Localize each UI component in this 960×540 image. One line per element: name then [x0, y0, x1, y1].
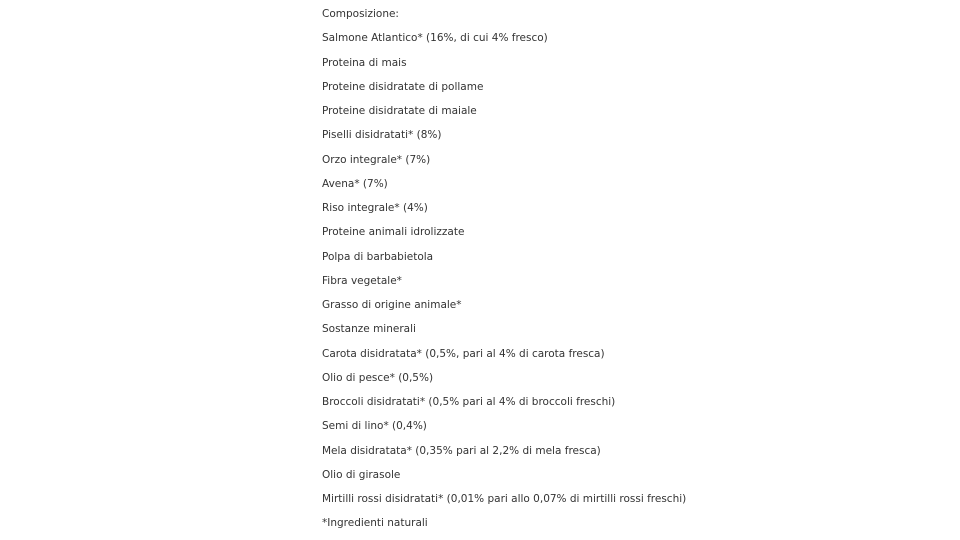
ingredient-item: Proteine disidratate di pollame	[322, 80, 484, 93]
ingredient-item: Fibra vegetale*	[322, 274, 402, 287]
ingredient-item: Semi di lino* (0,4%)	[322, 420, 427, 433]
ingredient-item: Proteine animali idrolizzate	[322, 226, 465, 239]
ingredient-item: Carota disidratata* (0,5%, pari al 4% di carota fresca)	[322, 347, 605, 360]
footnote: *Ingredienti naturali	[322, 517, 428, 530]
ingredient-item: Proteina di mais	[322, 56, 407, 69]
composition-heading: Composizione:	[322, 8, 399, 20]
ingredient-item: Broccoli disidratati* (0,5% pari al 4% di broccoli freschi)	[322, 396, 616, 408]
ingredient-item: Olio di girasole	[322, 468, 401, 481]
ingredient-item: Mela disidratata* (0,35% pari al 2,2% di mela fresca)	[322, 444, 601, 457]
ingredient-item: Polpa di barbabietola	[322, 250, 434, 263]
ingredient-item: Grasso di origine animale*	[322, 299, 462, 311]
ingredient-item: Olio di pesce* (0,5%)	[322, 371, 434, 384]
ingredient-item: Proteine disidratate di maiale	[322, 105, 477, 117]
composition-section	[322, 6, 922, 540]
ingredient-item: Riso integrale* (4%)	[322, 202, 428, 214]
ingredient-item: Salmone Atlantico* (16%, di cui 4% fresco)	[322, 32, 548, 45]
ingredient-item: Sostanze minerali	[322, 323, 416, 336]
ingredient-item: Piselli disidratati* (8%)	[322, 129, 442, 142]
ingredient-item: Orzo integrale* (7%)	[322, 153, 431, 166]
ingredient-item: Mirtilli rossi disidratati* (0,01% pari allo 0,07% di mirtilli rossi freschi)	[322, 493, 687, 505]
ingredient-item: Avena* (7%)	[322, 177, 388, 190]
